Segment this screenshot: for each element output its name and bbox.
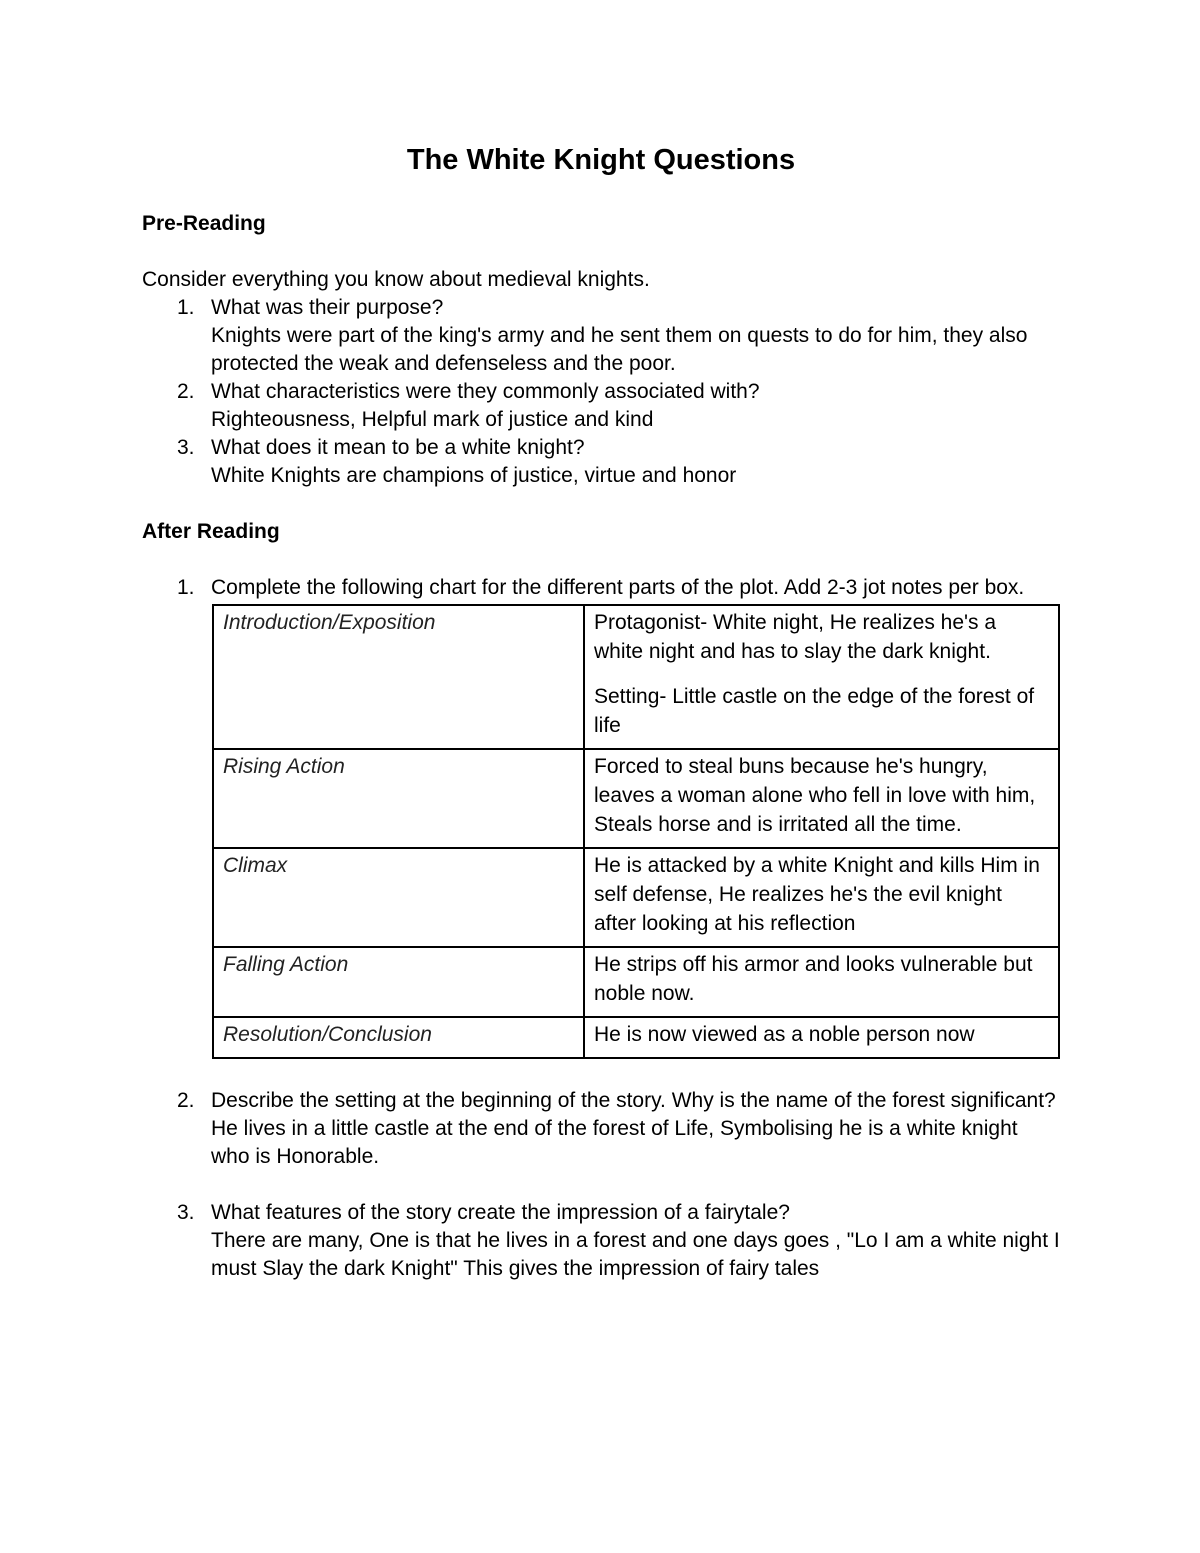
answer-text: Knights were part of the king's army and he sent them on quests to do for him, they also protected the weak and defenseless and the poor.	[211, 324, 1028, 375]
table-row	[213, 947, 1059, 1017]
table-row	[213, 848, 1059, 947]
plot-chart-table	[212, 604, 1060, 1059]
pre-reading-intro: Consider everything you know about medieval knights.	[142, 268, 650, 291]
plot-stage-label: Climax	[213, 848, 584, 947]
plot-stage-notes	[584, 749, 1059, 848]
answer-text: There are many, One is that he lives in a forest and one days goes , "Lo I am a white night I must Slay the dark Knight" This gives the impression of fairy tales	[211, 1229, 1060, 1280]
after-reading-heading: After Reading	[142, 520, 280, 543]
plot-stage-label: Introduction/Exposition	[213, 605, 584, 749]
question-number: 3.	[177, 1201, 195, 1224]
plot-stage-label: Resolution/Conclusion	[213, 1017, 584, 1058]
answer-text: He lives in a little castle at the end of the forest of Life, Symbolising he is a white knight who is Honorable.	[211, 1117, 1018, 1168]
note-text: Forced to steal buns because he's hungry, leaves a woman alone who fell in love with him, Steals horse and is irritated all the time.	[594, 755, 1036, 836]
question-number: 3.	[177, 436, 195, 459]
table-row	[213, 1017, 1059, 1058]
list-item	[142, 1199, 1060, 1283]
note-text: He is attacked by a white Knight and kills Him in self defense, He realizes he's the evil knight after looking at his reflection	[594, 854, 1040, 935]
answer-text: White Knights are champions of justice, virtue and honor	[211, 464, 737, 487]
list-item	[142, 1087, 1060, 1171]
plot-stage-notes	[584, 947, 1059, 1017]
question-text: What features of the story create the impression of a fairytale?	[211, 1201, 790, 1224]
question-number: 1.	[177, 296, 195, 319]
plot-stage-notes	[584, 848, 1059, 947]
question-text: What does it mean to be a white knight?	[211, 436, 585, 459]
question-number: 2.	[177, 380, 195, 403]
question-text: What was their purpose?	[211, 296, 444, 319]
plot-stage-label: Rising Action	[213, 749, 584, 848]
question-number: 2.	[177, 1089, 195, 1112]
question-text: What characteristics were they commonly associated with?	[211, 380, 760, 403]
pre-reading-questions	[142, 294, 1060, 490]
question-text: Complete the following chart for the different parts of the plot. Add 2-3 jot notes per box.	[211, 576, 1025, 599]
question-number: 1.	[177, 576, 195, 599]
pre-reading-heading: Pre-Reading	[142, 212, 266, 235]
page-title: The White Knight Questions	[406, 144, 796, 176]
plot-stage-notes	[584, 605, 1059, 749]
table-row	[213, 749, 1059, 848]
plot-stage-label: Falling Action	[213, 947, 584, 1017]
document-page	[142, 140, 1060, 1283]
answer-text: Righteousness, Helpful mark of justice and kind	[211, 408, 654, 431]
note-text: He is now viewed as a noble person now	[594, 1023, 975, 1046]
question-text: Describe the setting at the beginning of the story. Why is the name of the forest significant?	[211, 1089, 1056, 1112]
plot-stage-notes	[584, 1017, 1059, 1058]
after-reading-questions-final	[142, 1199, 1060, 1283]
list-item	[142, 434, 1060, 490]
list-item	[142, 574, 1060, 602]
list-item	[142, 294, 1060, 378]
after-reading-questions-continued	[142, 1087, 1060, 1171]
note-text: He strips off his armor and looks vulnerable but noble now.	[594, 953, 1033, 1005]
table-row	[213, 605, 1059, 749]
list-item	[142, 378, 1060, 434]
after-reading-questions	[142, 574, 1060, 602]
note-text: Setting- Little castle on the edge of the forest of life	[594, 685, 1035, 737]
note-text: Protagonist- White night, He realizes he's a white night and has to slay the dark knight.	[594, 611, 997, 663]
